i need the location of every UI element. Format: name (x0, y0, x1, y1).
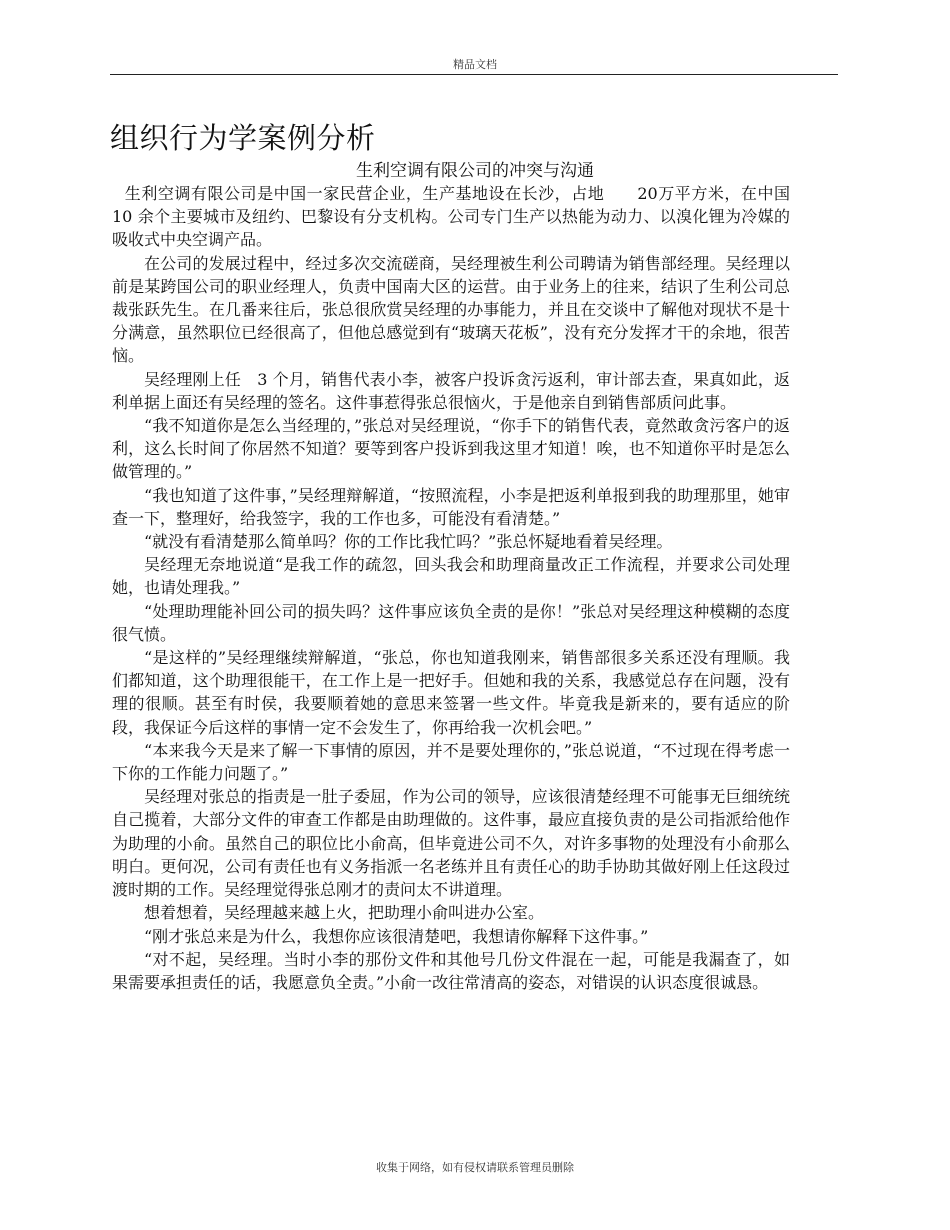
paragraph: 在公司的发展过程中，经过多次交流磋商，吴经理被生利公司聘请为销售部经理。吴经理以前是某跨国公司的职业经理人，负责中国南大区的运营。由于业务上的往来，结识了生利公司总裁张跃先生。在几番来往后，张总很欣赏吴经理的办事能力，并且在交谈中了解他对现状不是十分满意，虽然职位已经很高了，但他总感觉到有“玻璃天花板”，没有充分发挥才干的余地，很苦恼。 (112, 253, 790, 366)
paragraph: 生利空调有限公司是中国一家民营企业，生产基地设在长沙，占地 20万平方米，在中国 10 余个主要城市及纽约、巴黎设有分支机构。公司专门生产以热能为动力、以溴化锂为冷媒的吸收式中央空调产品。 (112, 184, 790, 250)
document-title: 组织行为学案例分析 (110, 121, 376, 155)
paragraph: 吴经理无奈地说道“是我工作的疏忽，回头我会和助理商量改正工作流程，并要求公司处理她，也请处理我。” (112, 555, 790, 598)
paragraph: 吴经理对张总的指责是一肚子委屈，作为公司的领导，应该很清楚经理不可能事无巨细统统自己揽着，大部分文件的审查工作都是由助理做的。这件事，最应直接负责的是公司指派给他作为助理的小俞。虽然自己的职位比小俞高，但毕竟进公司不久，对许多事物的处理没有小俞那么明白。更何况，公司有责任也有义务指派一名老练并且有责任心的助手协助其做好刚上任这段过渡时期的工作。吴经理觉得张总刚才的责问太不讲道理。 (112, 787, 790, 900)
page-footer: 收集于网络，如有侵权请联系管理员删除 (376, 1161, 574, 1174)
article-body (112, 182, 790, 994)
case-subtitle: 生利空调有限公司的冲突与沟通 (356, 161, 594, 181)
paragraph: “我也知道了这件事，”吴经理辩解道，“按照流程，小李是把返利单报到我的助理那里，她审查一下，整理好，给我签字，我的工作也多，可能没有看清楚。” (112, 485, 790, 528)
paragraph: “就没有看清楚那么简单吗？你的工作比我忙吗？”张总怀疑地看着吴经理。 (144, 532, 673, 552)
paragraph: “处理助理能补回公司的损失吗？这件事应该负全责的是你！”张总对吴经理这种模糊的态度很气愤。 (112, 601, 790, 644)
page-header: 精品文档 (453, 58, 497, 71)
paragraph: “刚才张总来是为什么，我想你应该很清楚吧，我想请你解释下这件事。” (144, 926, 649, 946)
paragraph: 吴经理刚上任 3 个月，销售代表小李，被客户投诉贪污返利，审计部去查，果真如此，返利单据上面还有吴经理的签名。这件事惹得张总很恼火，于是他亲自到销售部质问此事。 (112, 369, 790, 412)
paragraph: “是这样的”吴经理继续辩解道，“张总，你也知道我刚来，销售部很多关系还没有理顺。我们都知道，这个助理很能干，在工作上是一把好手。但她和我的关系，我感觉总存在问题，没有理的很顺。甚至有时侯，我要顺着她的意思来签署一些文件。毕竟我是新来的，要有适应的阶段，我保证今后这样的事情一定不会发生了，你再给我一次机会吧。” (112, 648, 790, 737)
paragraph: “我不知道你是怎么当经理的，”张总对吴经理说，“你手下的销售代表，竟然敢贪污客户的返利，这么长时间了你居然不知道？要等到客户投诉到我这里才知道！唉，也不知道你平时是怎么做管理的。” (112, 416, 790, 482)
paragraph: “本来我今天是来了解一下事情的原因，并不是要处理你的，”张总说道，“不过现在得考虑一下你的工作能力问题了。” (112, 740, 790, 784)
paragraph: 想着想着，吴经理越来越上火，把助理小俞叫进办公室。 (144, 903, 545, 923)
header-divider (110, 74, 838, 75)
paragraph: “对不起，吴经理。当时小李的那份文件和其他号几份文件混在一起，可能是我漏查了，如果需要承担责任的话，我愿意负全责。”小俞一改往常清高的姿态，对错误的认识态度很诚恳。 (112, 949, 790, 992)
